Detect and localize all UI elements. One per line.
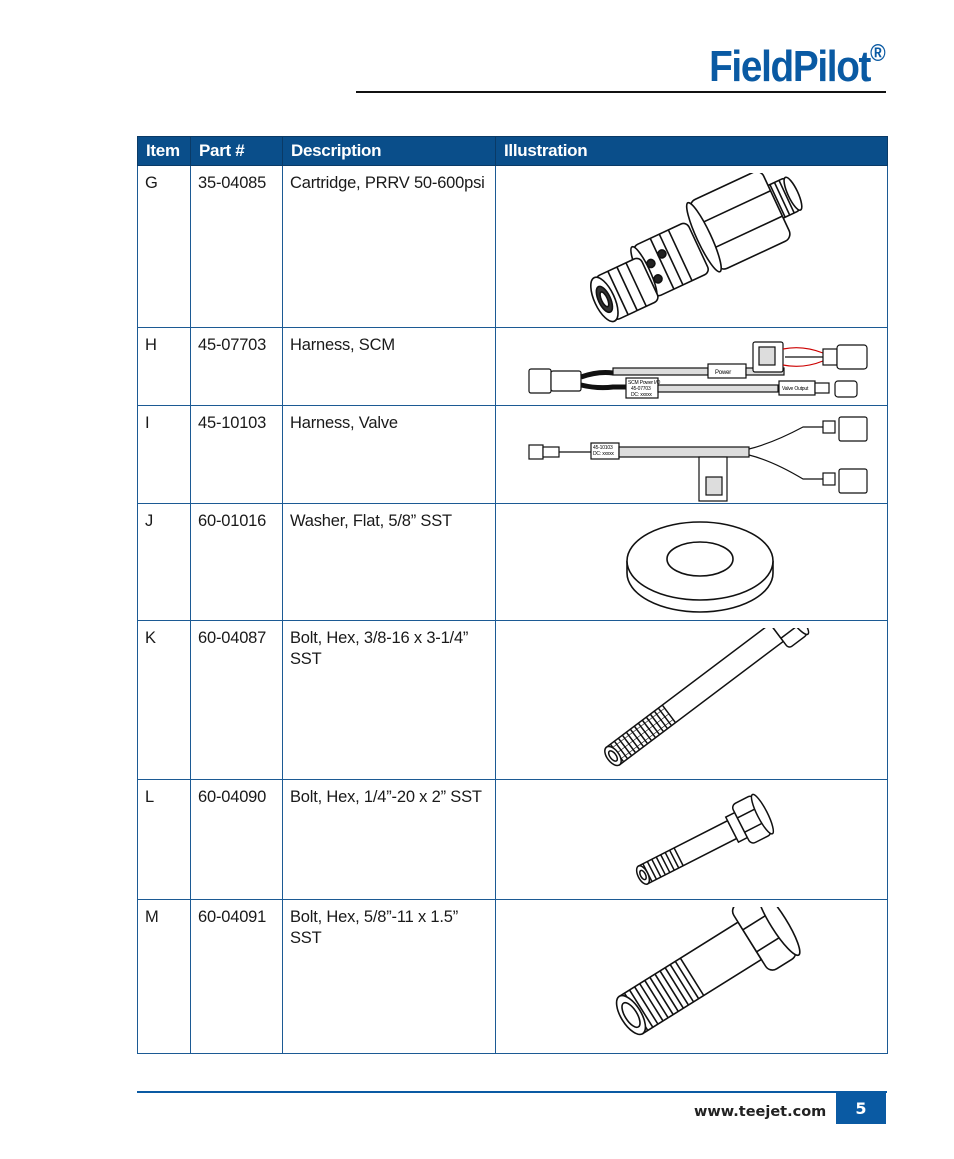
description-cell: Harness, SCM bbox=[283, 328, 496, 406]
part-number-cell: 45-10103 bbox=[191, 406, 283, 504]
column-header-illustration: Illustration bbox=[496, 137, 888, 166]
scm-label-line3: DC: xxxxx bbox=[631, 392, 652, 398]
valve-harness-illustration bbox=[503, 413, 893, 503]
table-row bbox=[138, 900, 888, 1054]
item-cell: M bbox=[138, 900, 191, 1054]
description-cell: Bolt, Hex, 1/4”-20 x 2” SST bbox=[283, 780, 496, 900]
power-label: Power bbox=[715, 370, 732, 376]
table-header-row bbox=[138, 137, 888, 166]
illustration-cell bbox=[496, 621, 888, 780]
page-number: 5 bbox=[836, 1093, 886, 1124]
part-number-cell: 60-04090 bbox=[191, 780, 283, 900]
column-header-description: Description bbox=[283, 137, 496, 166]
washer-illustration bbox=[503, 511, 893, 620]
column-header-item: Item bbox=[138, 137, 191, 166]
table-row bbox=[138, 166, 888, 328]
footer-rule bbox=[137, 1091, 887, 1093]
long-bolt-illustration bbox=[503, 628, 893, 779]
part-number-cell: 60-04087 bbox=[191, 621, 283, 780]
item-cell: K bbox=[138, 621, 191, 780]
scm-label-line1: SCM Power I/O bbox=[628, 380, 661, 386]
table-row bbox=[138, 328, 888, 406]
fieldpilot-logo: FieldPilot® bbox=[709, 40, 886, 91]
valve-harness-label-line2: DC: xxxxx bbox=[593, 451, 614, 457]
column-header-part: Part # bbox=[191, 137, 283, 166]
table-row bbox=[138, 780, 888, 900]
illustration-cell bbox=[496, 166, 888, 328]
illustration-cell bbox=[496, 780, 888, 900]
parts-table bbox=[137, 136, 888, 1054]
cartridge-illustration bbox=[503, 173, 893, 327]
illustration-cell bbox=[496, 406, 888, 504]
scm-label-line2: 45-07703 bbox=[631, 386, 651, 392]
description-cell: Bolt, Hex, 3/8-16 x 3-1/4” SST bbox=[283, 621, 496, 780]
part-number-cell: 45-07703 bbox=[191, 328, 283, 406]
item-cell: G bbox=[138, 166, 191, 328]
illustration-cell bbox=[496, 328, 888, 406]
item-cell: I bbox=[138, 406, 191, 504]
item-cell: J bbox=[138, 504, 191, 621]
website-url[interactable]: www.teejet.com bbox=[694, 1104, 827, 1120]
illustration-cell bbox=[496, 900, 888, 1054]
description-cell: Harness, Valve bbox=[283, 406, 496, 504]
valve-harness-label-line1: 45-10103 bbox=[593, 445, 613, 451]
description-cell: Bolt, Hex, 5/8”-11 x 1.5” SST bbox=[283, 900, 496, 1054]
part-number-cell: 60-04091 bbox=[191, 900, 283, 1054]
scm-harness-illustration bbox=[503, 335, 893, 405]
part-number-cell: 35-04085 bbox=[191, 166, 283, 328]
item-cell: H bbox=[138, 328, 191, 406]
table-row bbox=[138, 621, 888, 780]
table-row bbox=[138, 504, 888, 621]
part-number-cell: 60-01016 bbox=[191, 504, 283, 621]
table-row bbox=[138, 406, 888, 504]
header-rule bbox=[356, 91, 886, 93]
short-bolt-illustration bbox=[503, 787, 893, 899]
valve-output-label: Valve Output bbox=[782, 386, 809, 392]
large-bolt-illustration bbox=[503, 907, 893, 1053]
item-cell: L bbox=[138, 780, 191, 900]
description-cell: Cartridge, PRRV 50-600psi bbox=[283, 166, 496, 328]
illustration-cell bbox=[496, 504, 888, 621]
description-cell: Washer, Flat, 5/8” SST bbox=[283, 504, 496, 621]
